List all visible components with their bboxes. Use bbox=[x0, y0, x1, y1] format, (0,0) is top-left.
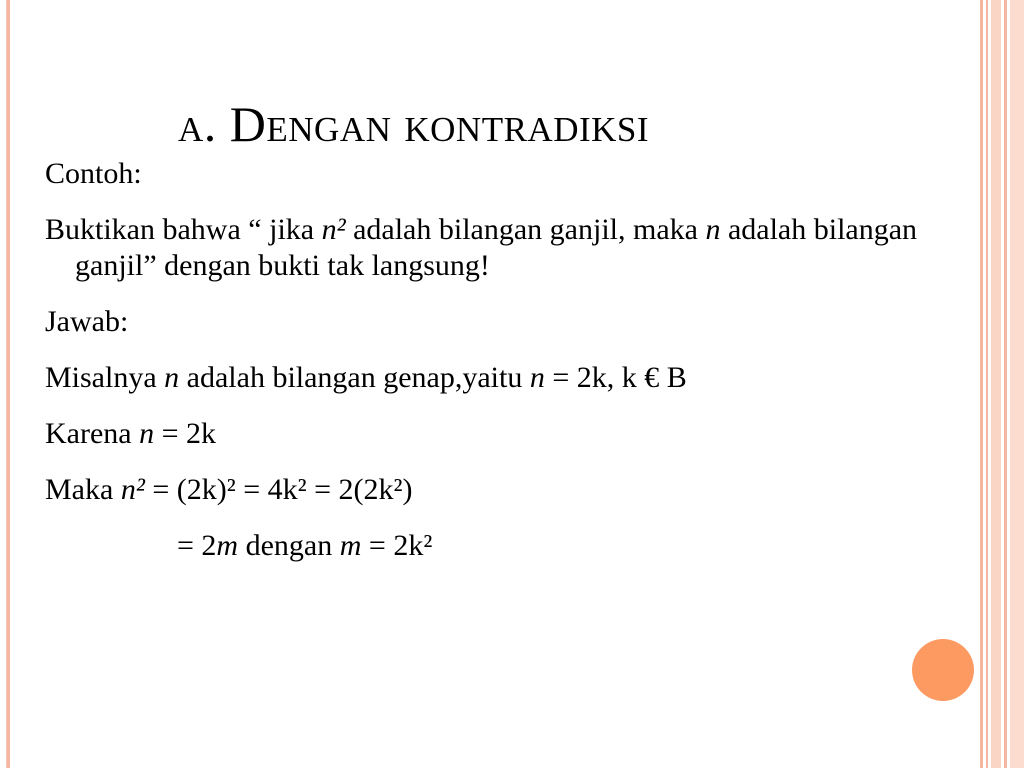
result-m: m bbox=[216, 529, 239, 562]
slide-title: a. Dengan kontradiksi bbox=[178, 96, 650, 152]
problem-n: n bbox=[705, 213, 721, 246]
problem-statement bbox=[45, 212, 960, 284]
assumption-line bbox=[45, 360, 960, 396]
assumption-n: n bbox=[164, 361, 180, 394]
result-text-2: dengan bbox=[238, 529, 340, 562]
karena-text-2: = 2k bbox=[154, 417, 217, 450]
problem-text-2: adalah bilangan ganjil, maka bbox=[345, 213, 706, 246]
assumption-n-2: n bbox=[529, 361, 545, 394]
jawab-label: Jawab: bbox=[45, 305, 129, 338]
assumption-text-1: Misalnya bbox=[45, 361, 165, 394]
right-border-band bbox=[1004, 0, 1007, 768]
result-m-2: m bbox=[339, 529, 362, 562]
problem-text-3: adalah bilangan ganjil” dengan bukti tak langsung! bbox=[75, 213, 918, 282]
contoh-label: Contoh: bbox=[45, 157, 142, 190]
problem-text-1: Buktikan bahwa “ jika bbox=[45, 213, 322, 246]
problem-n-squared: n² bbox=[321, 213, 346, 246]
maka-text-1: Maka bbox=[45, 473, 121, 506]
result-text-3: = 2k² bbox=[361, 529, 433, 562]
right-border-band bbox=[991, 0, 1001, 768]
assumption-text-3: = 2k, k € B bbox=[544, 361, 687, 394]
right-border-band bbox=[1010, 0, 1024, 768]
karena-line bbox=[45, 416, 960, 452]
left-border-inner-line bbox=[6, 0, 7, 768]
right-border-band bbox=[980, 0, 983, 768]
karena-text-1: Karena bbox=[45, 417, 140, 450]
right-border-band bbox=[986, 0, 988, 768]
result-line bbox=[45, 528, 960, 564]
maka-n-squared: n² bbox=[120, 473, 145, 506]
assumption-text-2: adalah bilangan genap,yaitu bbox=[179, 361, 530, 394]
maka-text-2: = (2k)² = 4k² = 2(2k²) bbox=[144, 473, 413, 506]
left-border-stripe bbox=[6, 0, 10, 768]
maka-line bbox=[45, 472, 960, 508]
slide-body bbox=[45, 156, 960, 584]
karena-n: n bbox=[139, 417, 155, 450]
decorative-circle-icon bbox=[912, 639, 974, 701]
result-text-1: = 2 bbox=[177, 529, 217, 562]
